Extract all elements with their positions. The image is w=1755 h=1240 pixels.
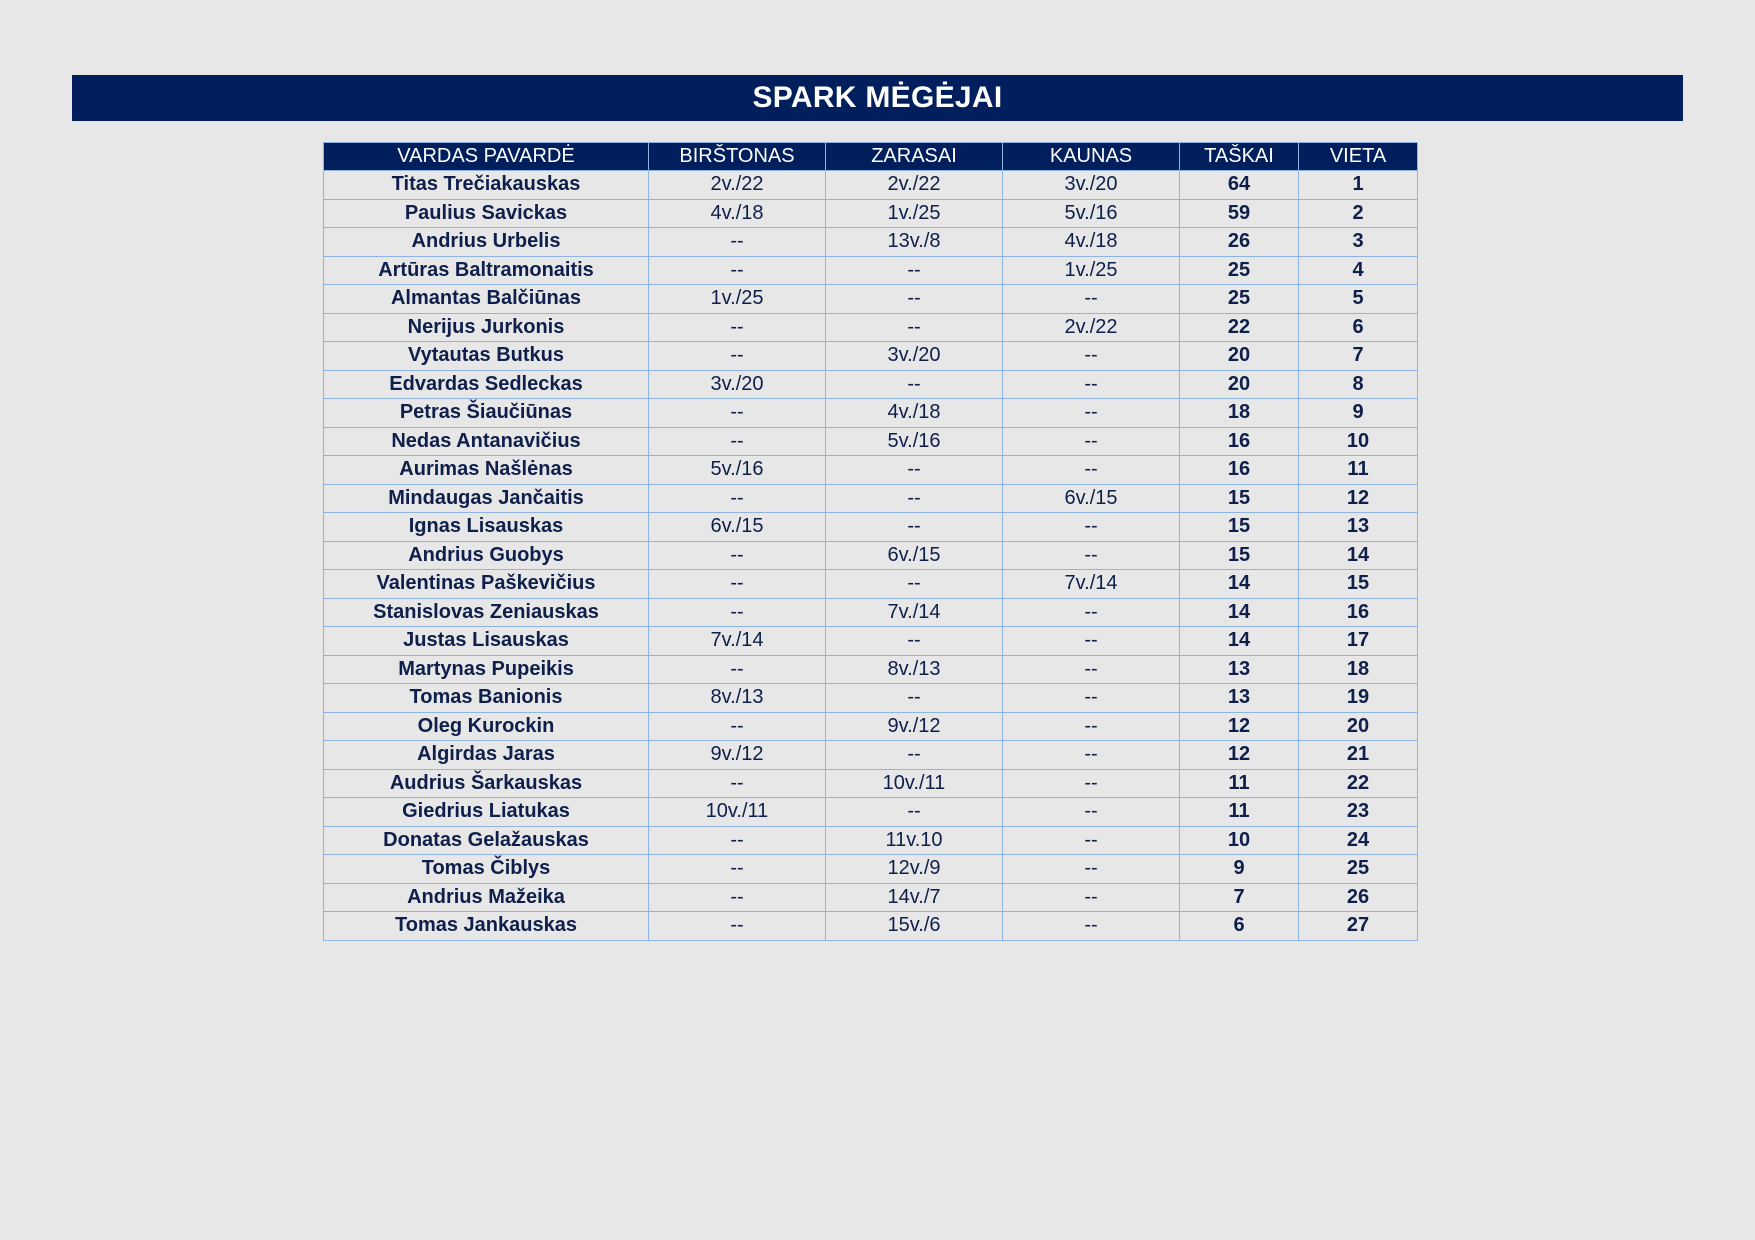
standings-table bbox=[323, 142, 1418, 941]
table-row bbox=[324, 570, 1418, 599]
kaunas-result-cell: 2v./22 bbox=[1003, 313, 1180, 342]
place-cell: 26 bbox=[1299, 883, 1418, 912]
points-cell: 25 bbox=[1180, 256, 1299, 285]
place-cell: 27 bbox=[1299, 912, 1418, 941]
birstonas-result-cell: -- bbox=[649, 228, 826, 257]
place-cell: 1 bbox=[1299, 171, 1418, 200]
points-cell: 14 bbox=[1180, 627, 1299, 656]
player-name-cell: Nedas Antanavičius bbox=[324, 427, 649, 456]
points-cell: 25 bbox=[1180, 285, 1299, 314]
points-cell: 20 bbox=[1180, 370, 1299, 399]
birstonas-result-cell: -- bbox=[649, 855, 826, 884]
kaunas-result-cell: -- bbox=[1003, 741, 1180, 770]
zarasai-result-cell: 4v./18 bbox=[826, 399, 1003, 428]
player-name-cell: Titas Trečiakauskas bbox=[324, 171, 649, 200]
player-name-cell: Andrius Guobys bbox=[324, 541, 649, 570]
points-cell: 11 bbox=[1180, 798, 1299, 827]
points-cell: 13 bbox=[1180, 684, 1299, 713]
place-cell: 13 bbox=[1299, 513, 1418, 542]
place-cell: 5 bbox=[1299, 285, 1418, 314]
player-name-cell: Paulius Savickas bbox=[324, 199, 649, 228]
place-cell: 24 bbox=[1299, 826, 1418, 855]
kaunas-result-cell: -- bbox=[1003, 399, 1180, 428]
points-cell: 16 bbox=[1180, 427, 1299, 456]
kaunas-result-cell: -- bbox=[1003, 285, 1180, 314]
table-row bbox=[324, 313, 1418, 342]
zarasai-result-cell: -- bbox=[826, 285, 1003, 314]
place-cell: 17 bbox=[1299, 627, 1418, 656]
zarasai-result-cell: -- bbox=[826, 484, 1003, 513]
zarasai-result-cell: -- bbox=[826, 313, 1003, 342]
points-cell: 18 bbox=[1180, 399, 1299, 428]
kaunas-result-cell: -- bbox=[1003, 456, 1180, 485]
birstonas-result-cell: 6v./15 bbox=[649, 513, 826, 542]
player-name-cell: Tomas Jankauskas bbox=[324, 912, 649, 941]
table-row bbox=[324, 484, 1418, 513]
kaunas-result-cell: -- bbox=[1003, 684, 1180, 713]
points-cell: 12 bbox=[1180, 712, 1299, 741]
kaunas-result-cell: -- bbox=[1003, 855, 1180, 884]
place-cell: 8 bbox=[1299, 370, 1418, 399]
birstonas-result-cell: -- bbox=[649, 484, 826, 513]
birstonas-result-cell: 3v./20 bbox=[649, 370, 826, 399]
place-cell: 23 bbox=[1299, 798, 1418, 827]
place-cell: 12 bbox=[1299, 484, 1418, 513]
kaunas-result-cell: -- bbox=[1003, 798, 1180, 827]
place-cell: 19 bbox=[1299, 684, 1418, 713]
table-row bbox=[324, 228, 1418, 257]
zarasai-result-cell: 2v./22 bbox=[826, 171, 1003, 200]
column-header-kaunas: KAUNAS bbox=[1003, 143, 1180, 171]
kaunas-result-cell: -- bbox=[1003, 912, 1180, 941]
birstonas-result-cell: 5v./16 bbox=[649, 456, 826, 485]
points-cell: 13 bbox=[1180, 655, 1299, 684]
points-cell: 64 bbox=[1180, 171, 1299, 200]
zarasai-result-cell: -- bbox=[826, 798, 1003, 827]
kaunas-result-cell: 5v./16 bbox=[1003, 199, 1180, 228]
table-row bbox=[324, 883, 1418, 912]
points-cell: 16 bbox=[1180, 456, 1299, 485]
column-header-zarasai: ZARASAI bbox=[826, 143, 1003, 171]
kaunas-result-cell: -- bbox=[1003, 883, 1180, 912]
birstonas-result-cell: 8v./13 bbox=[649, 684, 826, 713]
kaunas-result-cell: 1v./25 bbox=[1003, 256, 1180, 285]
birstonas-result-cell: -- bbox=[649, 712, 826, 741]
place-cell: 11 bbox=[1299, 456, 1418, 485]
points-cell: 14 bbox=[1180, 570, 1299, 599]
player-name-cell: Oleg Kurockin bbox=[324, 712, 649, 741]
place-cell: 9 bbox=[1299, 399, 1418, 428]
table-header bbox=[324, 143, 1418, 171]
points-cell: 11 bbox=[1180, 769, 1299, 798]
place-cell: 2 bbox=[1299, 199, 1418, 228]
birstonas-result-cell: -- bbox=[649, 256, 826, 285]
birstonas-result-cell: -- bbox=[649, 655, 826, 684]
zarasai-result-cell: -- bbox=[826, 513, 1003, 542]
player-name-cell: Andrius Mažeika bbox=[324, 883, 649, 912]
place-cell: 10 bbox=[1299, 427, 1418, 456]
table-row bbox=[324, 741, 1418, 770]
zarasai-result-cell: 8v./13 bbox=[826, 655, 1003, 684]
kaunas-result-cell: -- bbox=[1003, 342, 1180, 371]
table-row bbox=[324, 826, 1418, 855]
place-cell: 6 bbox=[1299, 313, 1418, 342]
birstonas-result-cell: -- bbox=[649, 912, 826, 941]
player-name-cell: Edvardas Sedleckas bbox=[324, 370, 649, 399]
table-row bbox=[324, 199, 1418, 228]
player-name-cell: Stanislovas Zeniauskas bbox=[324, 598, 649, 627]
table-row bbox=[324, 427, 1418, 456]
kaunas-result-cell: -- bbox=[1003, 541, 1180, 570]
birstonas-result-cell: -- bbox=[649, 883, 826, 912]
place-cell: 22 bbox=[1299, 769, 1418, 798]
table-row bbox=[324, 712, 1418, 741]
kaunas-result-cell: -- bbox=[1003, 370, 1180, 399]
kaunas-result-cell: -- bbox=[1003, 513, 1180, 542]
table-row bbox=[324, 456, 1418, 485]
kaunas-result-cell: 4v./18 bbox=[1003, 228, 1180, 257]
birstonas-result-cell: 9v./12 bbox=[649, 741, 826, 770]
zarasai-result-cell: -- bbox=[826, 456, 1003, 485]
place-cell: 16 bbox=[1299, 598, 1418, 627]
zarasai-result-cell: 5v./16 bbox=[826, 427, 1003, 456]
place-cell: 25 bbox=[1299, 855, 1418, 884]
birstonas-result-cell: -- bbox=[649, 769, 826, 798]
table-row bbox=[324, 370, 1418, 399]
kaunas-result-cell: 6v./15 bbox=[1003, 484, 1180, 513]
birstonas-result-cell: -- bbox=[649, 399, 826, 428]
birstonas-result-cell: 10v./11 bbox=[649, 798, 826, 827]
column-header-name: VARDAS PAVARDĖ bbox=[324, 143, 649, 171]
zarasai-result-cell: 10v./11 bbox=[826, 769, 1003, 798]
table-row bbox=[324, 171, 1418, 200]
points-cell: 9 bbox=[1180, 855, 1299, 884]
birstonas-result-cell: -- bbox=[649, 342, 826, 371]
player-name-cell: Giedrius Liatukas bbox=[324, 798, 649, 827]
kaunas-result-cell: -- bbox=[1003, 769, 1180, 798]
zarasai-result-cell: 14v./7 bbox=[826, 883, 1003, 912]
points-cell: 15 bbox=[1180, 513, 1299, 542]
zarasai-result-cell: -- bbox=[826, 684, 1003, 713]
player-name-cell: Donatas Gelažauskas bbox=[324, 826, 649, 855]
points-cell: 12 bbox=[1180, 741, 1299, 770]
zarasai-result-cell: -- bbox=[826, 741, 1003, 770]
player-name-cell: Artūras Baltramonaitis bbox=[324, 256, 649, 285]
place-cell: 7 bbox=[1299, 342, 1418, 371]
player-name-cell: Petras Šiaučiūnas bbox=[324, 399, 649, 428]
player-name-cell: Audrius Šarkauskas bbox=[324, 769, 649, 798]
column-header-place: VIETA bbox=[1299, 143, 1418, 171]
points-cell: 7 bbox=[1180, 883, 1299, 912]
table-row bbox=[324, 855, 1418, 884]
zarasai-result-cell: 7v./14 bbox=[826, 598, 1003, 627]
table-row bbox=[324, 798, 1418, 827]
player-name-cell: Almantas Balčiūnas bbox=[324, 285, 649, 314]
player-name-cell: Justas Lisauskas bbox=[324, 627, 649, 656]
player-name-cell: Tomas Čiblys bbox=[324, 855, 649, 884]
table-row bbox=[324, 541, 1418, 570]
player-name-cell: Martynas Pupeikis bbox=[324, 655, 649, 684]
points-cell: 22 bbox=[1180, 313, 1299, 342]
zarasai-result-cell: 3v./20 bbox=[826, 342, 1003, 371]
player-name-cell: Algirdas Jaras bbox=[324, 741, 649, 770]
birstonas-result-cell: -- bbox=[649, 541, 826, 570]
place-cell: 18 bbox=[1299, 655, 1418, 684]
player-name-cell: Vytautas Butkus bbox=[324, 342, 649, 371]
birstonas-result-cell: -- bbox=[649, 826, 826, 855]
table-row bbox=[324, 627, 1418, 656]
table-row bbox=[324, 684, 1418, 713]
birstonas-result-cell: -- bbox=[649, 313, 826, 342]
table-row bbox=[324, 285, 1418, 314]
table-row bbox=[324, 912, 1418, 941]
zarasai-result-cell: 9v./12 bbox=[826, 712, 1003, 741]
column-header-points: TAŠKAI bbox=[1180, 143, 1299, 171]
zarasai-result-cell: -- bbox=[826, 570, 1003, 599]
kaunas-result-cell: -- bbox=[1003, 598, 1180, 627]
player-name-cell: Andrius Urbelis bbox=[324, 228, 649, 257]
table-row bbox=[324, 655, 1418, 684]
zarasai-result-cell: 15v./6 bbox=[826, 912, 1003, 941]
points-cell: 26 bbox=[1180, 228, 1299, 257]
place-cell: 14 bbox=[1299, 541, 1418, 570]
player-name-cell: Ignas Lisauskas bbox=[324, 513, 649, 542]
birstonas-result-cell: -- bbox=[649, 427, 826, 456]
table-row bbox=[324, 399, 1418, 428]
kaunas-result-cell: -- bbox=[1003, 712, 1180, 741]
table-row bbox=[324, 769, 1418, 798]
zarasai-result-cell: 12v./9 bbox=[826, 855, 1003, 884]
points-cell: 15 bbox=[1180, 541, 1299, 570]
zarasai-result-cell: 11v.10 bbox=[826, 826, 1003, 855]
kaunas-result-cell: 7v./14 bbox=[1003, 570, 1180, 599]
place-cell: 3 bbox=[1299, 228, 1418, 257]
zarasai-result-cell: 1v./25 bbox=[826, 199, 1003, 228]
kaunas-result-cell: -- bbox=[1003, 427, 1180, 456]
place-cell: 20 bbox=[1299, 712, 1418, 741]
zarasai-result-cell: -- bbox=[826, 627, 1003, 656]
page-title: SPARK MĖGĖJAI bbox=[72, 75, 1683, 121]
points-cell: 14 bbox=[1180, 598, 1299, 627]
place-cell: 21 bbox=[1299, 741, 1418, 770]
zarasai-result-cell: 13v./8 bbox=[826, 228, 1003, 257]
player-name-cell: Tomas Banionis bbox=[324, 684, 649, 713]
header-row bbox=[324, 143, 1418, 171]
points-cell: 59 bbox=[1180, 199, 1299, 228]
zarasai-result-cell: 6v./15 bbox=[826, 541, 1003, 570]
birstonas-result-cell: 2v./22 bbox=[649, 171, 826, 200]
points-cell: 15 bbox=[1180, 484, 1299, 513]
zarasai-result-cell: -- bbox=[826, 256, 1003, 285]
birstonas-result-cell: 7v./14 bbox=[649, 627, 826, 656]
zarasai-result-cell: -- bbox=[826, 370, 1003, 399]
kaunas-result-cell: 3v./20 bbox=[1003, 171, 1180, 200]
kaunas-result-cell: -- bbox=[1003, 826, 1180, 855]
table-row bbox=[324, 598, 1418, 627]
birstonas-result-cell: -- bbox=[649, 598, 826, 627]
player-name-cell: Mindaugas Jančaitis bbox=[324, 484, 649, 513]
points-cell: 10 bbox=[1180, 826, 1299, 855]
player-name-cell: Nerijus Jurkonis bbox=[324, 313, 649, 342]
points-cell: 6 bbox=[1180, 912, 1299, 941]
birstonas-result-cell: -- bbox=[649, 570, 826, 599]
place-cell: 4 bbox=[1299, 256, 1418, 285]
table-row bbox=[324, 256, 1418, 285]
points-cell: 20 bbox=[1180, 342, 1299, 371]
birstonas-result-cell: 4v./18 bbox=[649, 199, 826, 228]
kaunas-result-cell: -- bbox=[1003, 627, 1180, 656]
player-name-cell: Aurimas Našlėnas bbox=[324, 456, 649, 485]
column-header-birstonas: BIRŠTONAS bbox=[649, 143, 826, 171]
kaunas-result-cell: -- bbox=[1003, 655, 1180, 684]
table-row bbox=[324, 513, 1418, 542]
player-name-cell: Valentinas Paškevičius bbox=[324, 570, 649, 599]
table-body bbox=[324, 171, 1418, 941]
table-row bbox=[324, 342, 1418, 371]
birstonas-result-cell: 1v./25 bbox=[649, 285, 826, 314]
place-cell: 15 bbox=[1299, 570, 1418, 599]
